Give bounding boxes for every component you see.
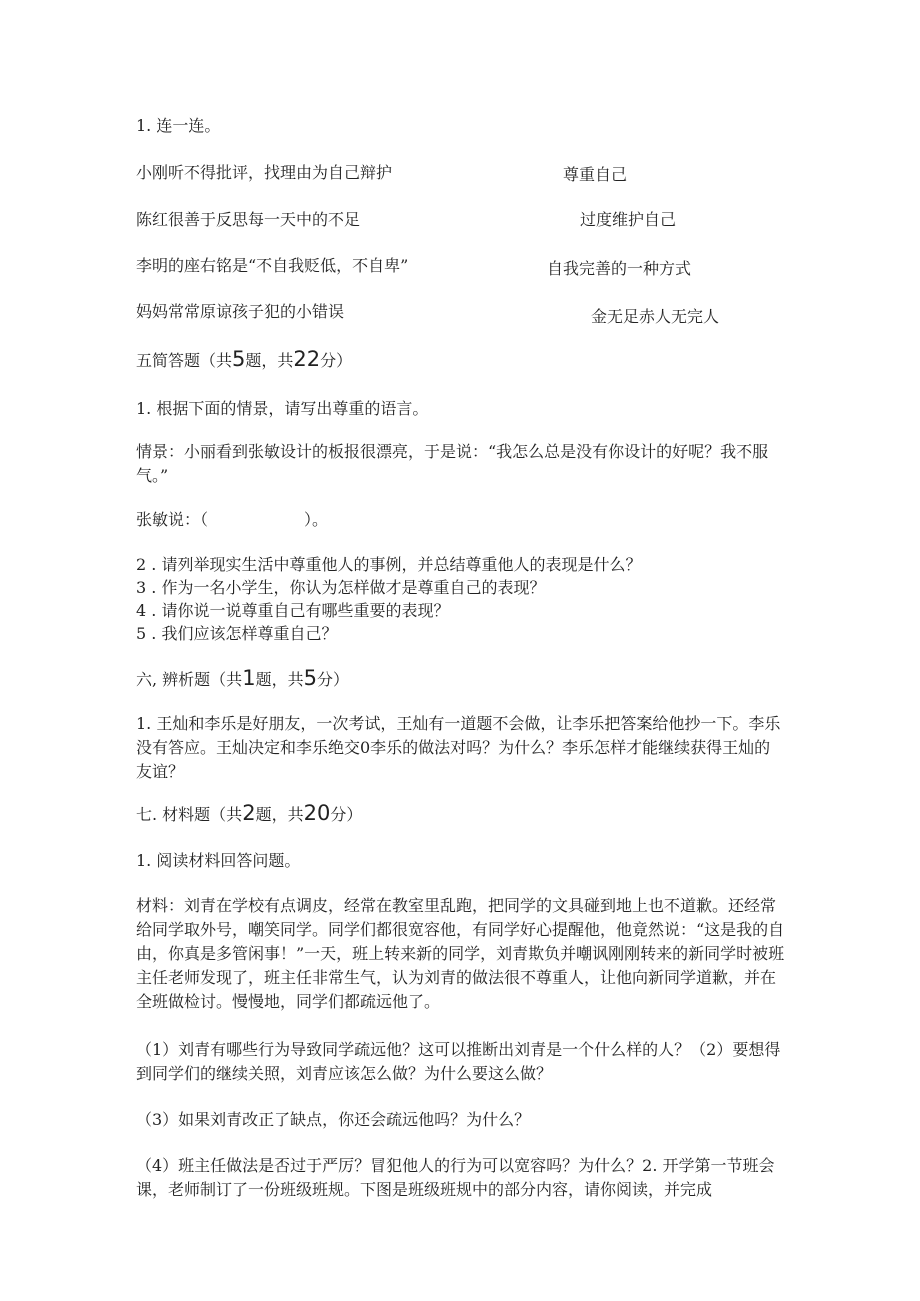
section7-sub1: （1）刘青有哪些行为导致同学疏远他？这可以推断出刘青是一个什么样的人？（2）要想得到同学们的继续关照，刘青应该怎么做？为什么要这么做？ [136,1040,781,1083]
match-right-2: 过度维护自己 [580,210,677,229]
section5-answer: 张敏说：（ ）。 [136,510,329,529]
section5-scenario: 情景：小丽看到张敏设计的板报很漂亮，于是说：“我怎么总是没有你设计的好呢？我不服气。” [136,442,769,485]
section5-q2: 2 . 请列举现实生活中尊重他人的事例，并总结尊重他人的表现是什么？ [136,555,642,574]
section6-heading: 六, 辨析题（共1题，共5分） [136,666,349,690]
section5-q1: 1. 根据下面的情景，请写出尊重的语言。 [136,399,429,418]
match-right-3: 自我完善的一种方式 [547,259,692,278]
matching-title: 1. 连一连。 [136,116,221,135]
match-left-2: 陈红很善于反思每一天中的不足 [136,210,361,229]
section7-sub3: （3）如果刘青改正了缺点，你还会疏远他吗？为什么？ [136,1110,531,1129]
match-right-1: 尊重自己 [563,165,628,184]
match-right-4: 金无足赤人无完人 [591,307,720,326]
match-left-3: 李明的座右铭是“不自我贬低，不自卑” [136,256,409,275]
match-left-4: 妈妈常常原谅孩子犯的小错误 [136,302,345,321]
section5-q5: 5 . 我们应该怎样尊重自己？ [136,624,338,643]
section7-sub4: （4）班主任做法是否过于严厉？冒犯他人的行为可以宽容吗？为什么？2. 开学第一节班会课，老师制订了一份班级班规。下图是班级班规中的部分内容，请你阅读，并完成 [136,1156,775,1199]
section7-q1: 1. 阅读材料回答问题。 [136,851,301,870]
section5-q3: 3 . 作为一名小学生，你认为怎样做才是尊重自己的表现？ [136,578,546,597]
section5-q4: 4 . 请你说一说尊重自己有哪些重要的表现？ [136,601,450,620]
section7-material: 材料：刘青在学校有点调皮，经常在教室里乱跑，把同学的文具碰到地上也不道歉。还经常给同学取外号，嘲笑同学。同学们都很宽容他，有同学好心提醒他，他竟然说：“这是我的自由，你真是多管闲事！”一天，班上转来新的同学，刘青欺负并嘲讽刚刚转来的新同学时被班主任老师发现了，班主任非常生气，认为刘青的做法很不尊重人，让他向新同学道歉，并在全班做检讨。慢慢地，同学们都疏远他了。 [136,896,785,1011]
section6-q1: 1. 王灿和李乐是好朋友，一次考试，王灿有一道题不会做，让李乐把答案给他抄一下。李乐没有答应。王灿决定和李乐绝交0李乐的做法对吗？为什么？李乐怎样才能继续获得王灿的友谊？ [136,714,781,781]
section7-heading: 七. 材料题（共2题，共20分） [136,801,363,825]
section5-heading: 五简答题（共5题，共22分） [136,347,353,371]
match-left-1: 小刚听不得批评，找理由为自己辩护 [136,163,393,182]
